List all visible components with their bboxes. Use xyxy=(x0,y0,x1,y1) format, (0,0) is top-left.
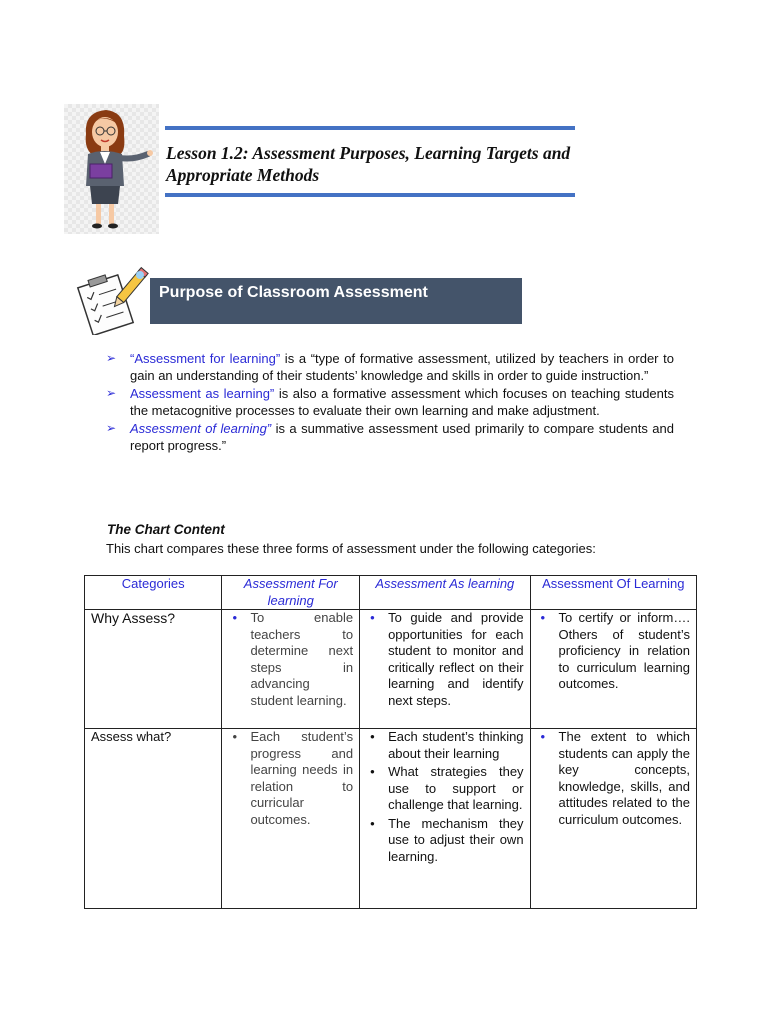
header-categories: Categories xyxy=(85,576,222,610)
cell-text: The extent to which students can apply the key concepts, knowledge, skills, and attitudes related to the curriculum outcomes. xyxy=(558,729,690,827)
title-rule-bottom xyxy=(165,193,575,197)
arrow-bullet-icon: ➢ xyxy=(106,421,117,435)
definition-text: is a summative assessment used primarily to compare students and report progress.” xyxy=(130,421,674,453)
list-item xyxy=(366,729,523,762)
row-label-what: Assess what? xyxy=(85,729,222,909)
list-item xyxy=(228,610,353,709)
table-row xyxy=(85,729,697,909)
arrow-bullet-icon: ➢ xyxy=(106,386,117,400)
cell-why-as xyxy=(360,610,530,729)
list-item xyxy=(366,764,523,814)
bullet-icon: • xyxy=(370,815,375,831)
list-item xyxy=(366,816,523,866)
cell-text: To enable teachers to determine next steps in advancing student learning. xyxy=(250,610,354,708)
chart-content-description: This chart compares these three forms of assessment under the following categories: xyxy=(106,541,596,556)
list-item xyxy=(366,610,523,709)
header-for-learning: Assessment For learning xyxy=(222,576,360,610)
term-of-learning: Assessment of learning” xyxy=(130,421,272,436)
arrow-bullet-icon: ➢ xyxy=(106,351,117,365)
cell-text: To guide and provide opportunities for each student to monitor and critically reflect on their learning and identify next steps. xyxy=(388,610,524,708)
table-row xyxy=(85,610,697,729)
list-item xyxy=(106,420,674,454)
term-for-learning: “Assessment for learning” xyxy=(130,351,281,366)
bullet-icon: • xyxy=(232,610,238,625)
bullet-icon: • xyxy=(370,729,375,744)
bullet-icon: • xyxy=(370,764,375,779)
cell-text: The mechanism they use to adjust their own learning. xyxy=(388,815,524,864)
table-header-row xyxy=(85,576,697,610)
cell-what-as xyxy=(360,729,530,909)
lesson-title-line2: Appropriate Methods xyxy=(166,165,320,185)
cell-text: To certify or inform…. Others of student’s proficiency in relation to curriculum learning outcomes. xyxy=(558,610,690,691)
list-item xyxy=(537,729,690,828)
definition-text: is also a formative assessment which focuses on teaching students the metacognitive processes to evaluate their own learning and make adjustment. xyxy=(130,386,674,418)
list-item xyxy=(106,385,674,419)
row-label-why: Why Assess? xyxy=(85,610,222,729)
cell-what-of xyxy=(530,729,696,909)
lesson-title-line1: Lesson 1.2: Assessment Purposes, Learning Targets and xyxy=(166,143,571,163)
cell-what-for xyxy=(222,729,360,909)
section-banner-title: Purpose of Classroom Assessment xyxy=(159,284,428,301)
bullet-icon: • xyxy=(370,610,375,625)
bullet-icon: • xyxy=(232,729,238,744)
term-as-learning: Assessment as learning” xyxy=(130,386,275,401)
chart-content-heading: The Chart Content xyxy=(107,522,225,537)
bullet-icon: • xyxy=(540,610,546,625)
bullet-icon: • xyxy=(540,729,546,744)
cell-text: Each student’s thinking about their learning xyxy=(388,729,524,761)
lesson-title xyxy=(166,142,646,186)
cell-text: What strategies they use to support or challenge that learning. xyxy=(388,764,524,812)
comparison-table xyxy=(84,575,697,909)
definition-text: is a “type of formative assessment, utilized by teachers in order to gain an understanding of their students’ knowledge and skills in order to guide instruction.” xyxy=(130,351,674,383)
list-item xyxy=(106,350,674,384)
cell-text: Each student’s progress and learning needs in relation to curricular outcomes. xyxy=(250,729,354,827)
title-rule-top xyxy=(165,126,575,130)
list-item xyxy=(537,610,690,693)
cell-why-for xyxy=(222,610,360,729)
cell-why-of xyxy=(530,610,696,729)
teacher-illustration xyxy=(64,104,159,234)
section-banner xyxy=(150,278,522,324)
header-as-learning: Assessment As learning xyxy=(360,576,530,610)
header-of-learning: Assessment Of Learning xyxy=(530,576,696,610)
clipboard-pencil-icon xyxy=(74,265,149,335)
list-item xyxy=(228,729,353,828)
purpose-list xyxy=(106,350,674,455)
